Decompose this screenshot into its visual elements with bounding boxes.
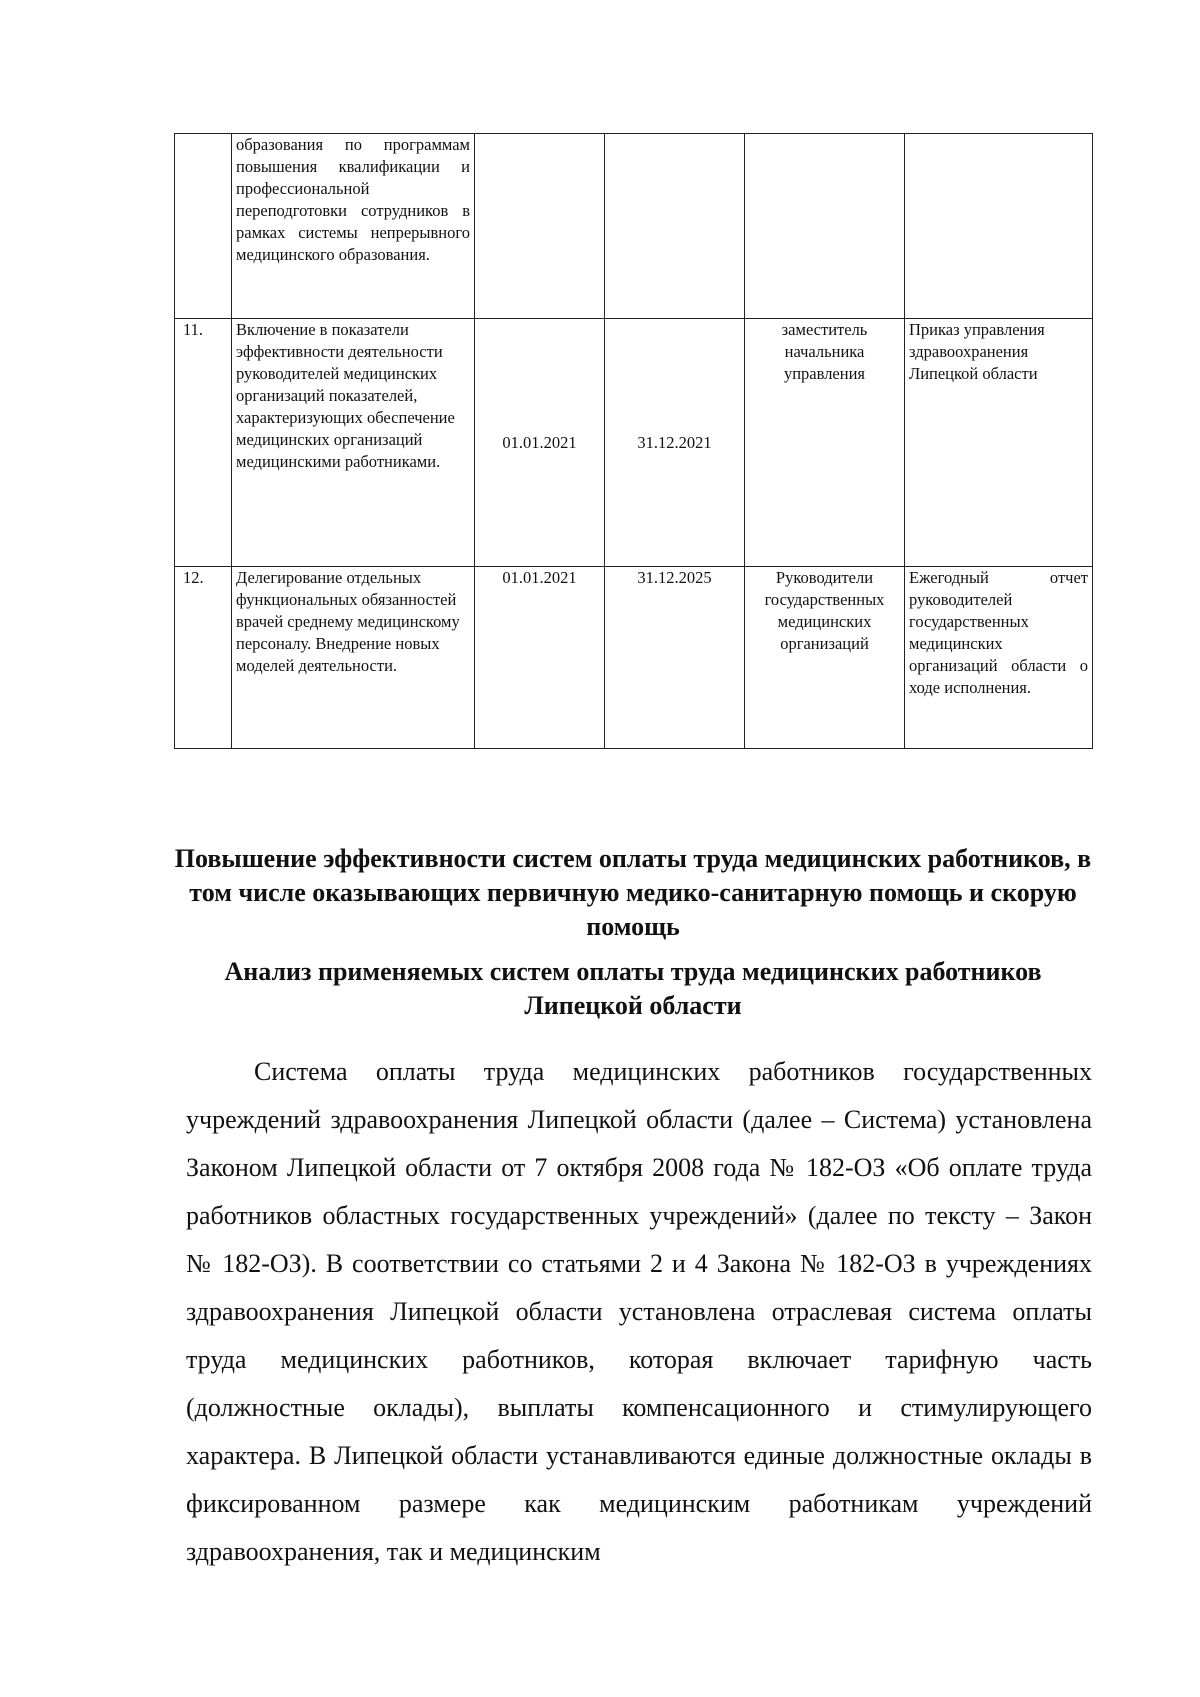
task-cell: Включение в показатели эффективности деятельности руководителей медицинских организаций показателей, характеризующих обеспечение медицинских организаций медицинскими работниками. xyxy=(232,319,475,567)
body-paragraph: Система оплаты труда медицинских работников государственных учреждений здравоохранения Липецкой области (далее – Система) установлена Законом Липецкой области от 7 октября 2008 года № 182-ОЗ «Об оплате труда работников областных государственных учреждений» (далее по тексту – Закон № 182-ОЗ). В соответствии со статьями 2 и 4 Закона № 182-ОЗ в учреждениях здравоохранения Липецкой области установлена отраслевая система оплаты труда медицинских работников, которая включает тарифную часть (должностные оклады), выплаты компенсационного и стимулирующего характера. В Липецкой области устанавливаются единые должностные оклады в фиксированном размере как медицинским работникам учреждений здравоохранения, так и медицинским xyxy=(186,1057,1092,1566)
section-title: Повышение эффективности систем оплаты труда медицинских работников, в том числе оказывающих первичную медико-санитарную помощь и скорую помощь xyxy=(174,844,1092,941)
responsible-cell: заместитель начальника управления xyxy=(745,319,905,567)
end-date-cell: 31.12.2021 xyxy=(605,319,745,567)
responsible-cell xyxy=(745,134,905,319)
task-cell: Делегирование отдельных функциональных обязанностей врачей среднему медицинскому персоналу. Внедрение новых моделей деятельности. xyxy=(232,567,475,749)
row-number xyxy=(175,134,232,319)
row-number: 11. xyxy=(175,319,232,567)
start-date-cell xyxy=(475,134,605,319)
row-number: 12. xyxy=(175,567,232,749)
start-date-cell: 01.01.2021 xyxy=(475,567,605,749)
table-row xyxy=(175,567,1093,749)
start-date-cell: 01.01.2021 xyxy=(475,319,605,567)
end-date-cell xyxy=(605,134,745,319)
task-cell: образования по программам повышения квалификации и профессиональной переподготовки сотрудников в рамках системы непрерывного медицинского образования. xyxy=(232,134,475,319)
table-row xyxy=(175,319,1093,567)
responsible-cell: Руководители государственных медицинских организаций xyxy=(745,567,905,749)
result-cell: Приказ управления здравоохранения Липецкой области xyxy=(905,319,1093,567)
end-date-cell: 31.12.2025 xyxy=(605,567,745,749)
measures-table xyxy=(174,133,1093,749)
table-row xyxy=(175,134,1093,319)
result-cell: Ежегодный отчет руководителей государственных медицинских организаций области о ходе исполнения. xyxy=(905,567,1093,749)
subsection-title: Анализ применяемых систем оплаты труда медицинских работников Липецкой области xyxy=(224,957,1042,1020)
result-cell xyxy=(905,134,1093,319)
